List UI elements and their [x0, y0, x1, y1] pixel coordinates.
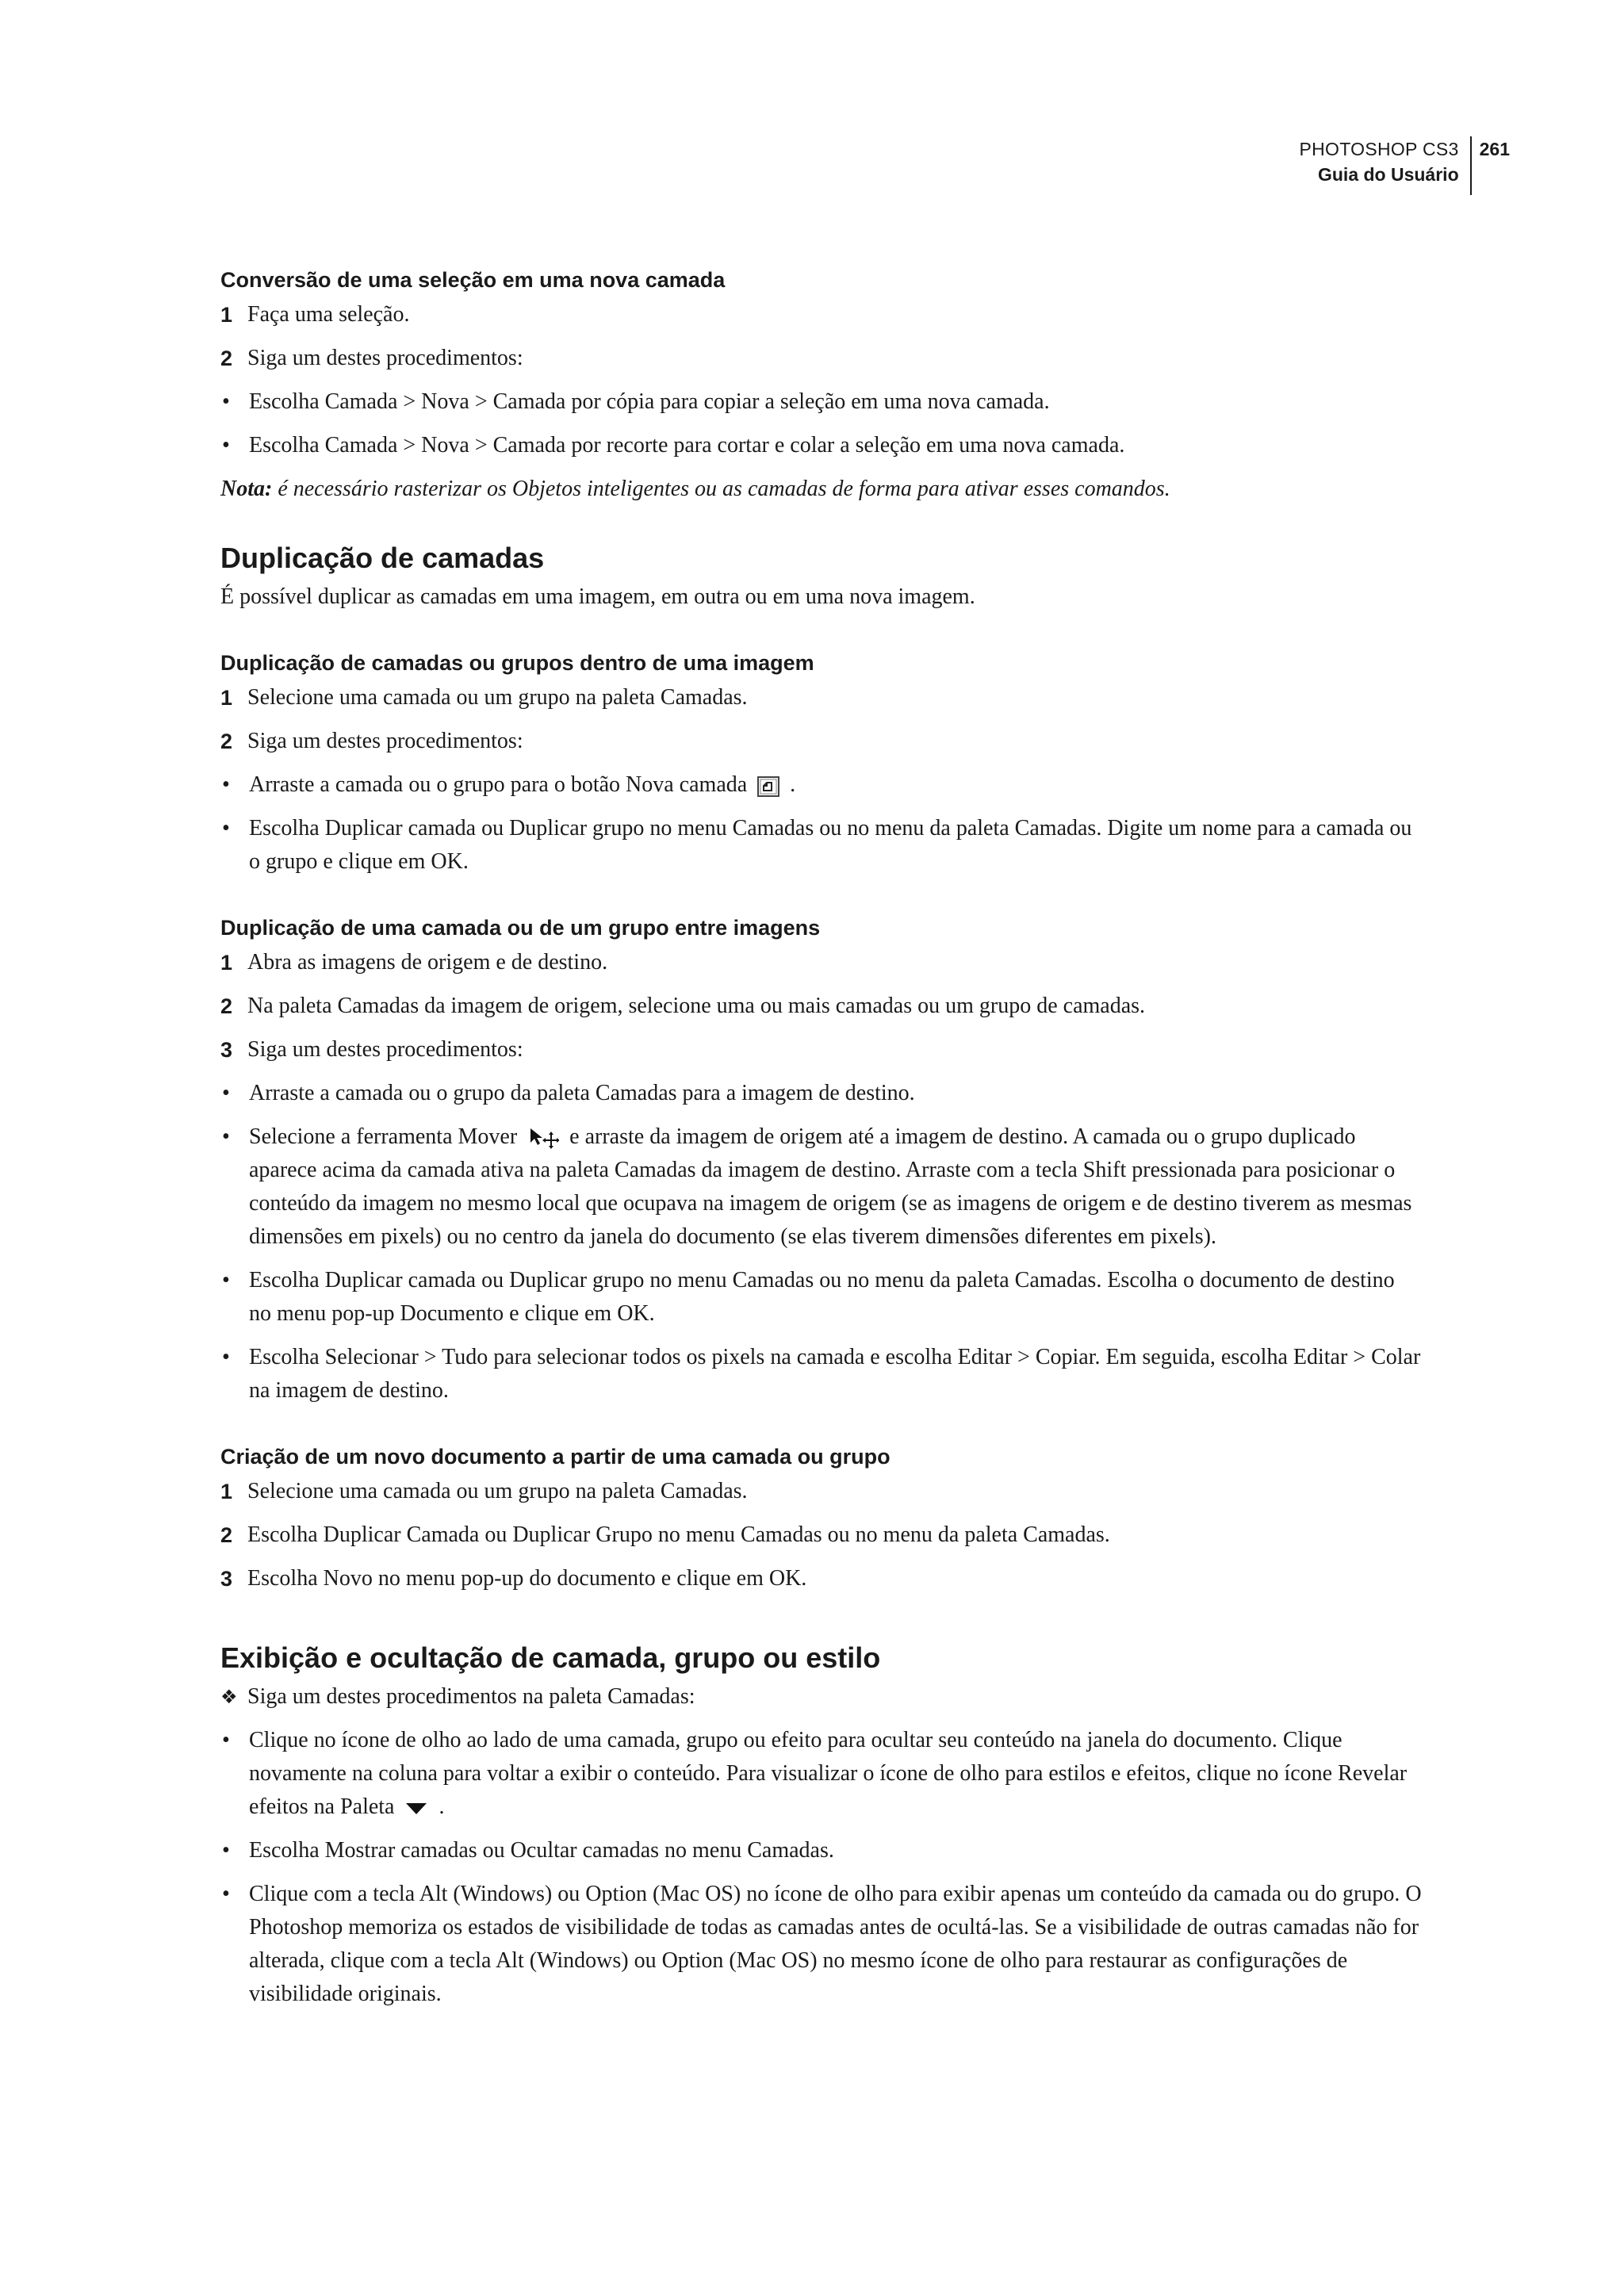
step-number: 2 [220, 347, 233, 370]
bullet-text [249, 768, 795, 802]
bullet-mark: • [222, 1124, 230, 1149]
step-number: 1 [220, 1480, 233, 1503]
note-label: Nota: [220, 477, 273, 501]
section-title-convert-selection: Conversão de uma seleção em uma nova camada [220, 268, 726, 292]
bullet-mark: • [222, 1838, 230, 1863]
step-text: Abra as imagens de origem e de destino. [247, 950, 608, 975]
bullet-mark: • [222, 433, 230, 458]
bullet-text: Arraste a camada ou o grupo da paleta Camadas para a imagem de destino. [249, 1081, 915, 1105]
step-number: 2 [220, 994, 233, 1018]
bullet-text: Escolha Mostrar camadas ou Ocultar camadas no menu Camadas. [249, 1838, 834, 1863]
bullet-item [220, 1834, 1422, 1867]
page-header [1299, 136, 1510, 195]
step-number: 1 [220, 951, 233, 975]
bullet-text-start: Selecione a ferramenta Mover [249, 1124, 518, 1149]
bullet-text: Escolha Selecionar > Tudo para selecionar todos os pixels na camada e escolha Editar > Copiar. Em seguida, escolha Editar > Colar na imagem de destino. [249, 1345, 1421, 1403]
step [220, 1033, 1422, 1067]
bullet-item [220, 1724, 1422, 1824]
step-text: Escolha Novo no menu pop-up do documento e clique em OK. [247, 1566, 807, 1591]
bullet-text: Escolha Camada > Nova > Camada por cópia para copiar a seleção em uma nova camada. [249, 389, 1050, 414]
bullet-text-end: . [790, 772, 796, 797]
page-number: 261 [1479, 139, 1510, 159]
step-number: 2 [220, 730, 233, 753]
step-text: Faça uma seleção. [247, 302, 410, 327]
subsection-title-duplicate-within-image: Duplicação de camadas ou grupos dentro de uma imagem [220, 651, 814, 675]
bullet-mark: • [222, 1081, 230, 1105]
step-text: Siga um destes procedimentos: [247, 1037, 523, 1062]
bullet-text-end: . [439, 1794, 445, 1819]
bullet-mark: • [222, 816, 230, 841]
bullet-mark: • [222, 1882, 230, 1906]
bullet-mark: • [222, 389, 230, 414]
procedure-lead [220, 1680, 1422, 1714]
bullet-text-start: Arraste a camada ou o grupo para o botão Nova camada [249, 772, 748, 797]
move-tool-icon [527, 1127, 559, 1151]
step-text: Selecione uma camada ou um grupo na paleta Camadas. [247, 1479, 748, 1503]
new-layer-icon [757, 776, 779, 797]
bullet-item [220, 1120, 1422, 1254]
bullet-mark: • [222, 1728, 230, 1752]
procedure-lead-text: Siga um destes procedimentos na paleta Camadas: [247, 1684, 695, 1709]
header-text [1299, 136, 1469, 195]
section-heading-show-hide: Exibição e ocultação de camada, grupo ou estilo [220, 1641, 881, 1674]
step-text: Siga um destes procedimentos: [247, 346, 523, 370]
bullet-text-end: e arraste da imagem de origem até a imagem de destino. A camada ou o grupo duplicado aparece acima da camada ativa na paleta Camadas da imagem de destino. Arraste com a tecla Shift pressionada para posicionar o conteúdo da imagem no mesmo local que ocupava na imagem de origem (se as imagens de origem e de destino tiverem as mesmas dimensões em pixels) ou no centro da janela do documento (se elas tiverem dimensões diferentes em pixels). [249, 1124, 1412, 1249]
step [220, 1518, 1422, 1552]
bullet-item [220, 1341, 1422, 1407]
step [220, 1562, 1422, 1595]
bullet-mark: • [222, 772, 230, 797]
step [220, 990, 1422, 1023]
step-number: 3 [220, 1038, 233, 1062]
bullet-item [220, 429, 1422, 462]
step [220, 681, 1422, 714]
bullet-text [249, 1120, 1422, 1254]
step-number: 2 [220, 1523, 233, 1547]
bullet-text: Escolha Duplicar camada ou Duplicar grupo no menu Camadas ou no menu da paleta Camadas. Digite um nome para a camada ou o grupo e clique em OK. [249, 816, 1412, 874]
step-number: 1 [220, 686, 233, 710]
bullet-text: Clique com a tecla Alt (Windows) ou Option (Mac OS) no ícone de olho para exibir apenas um conteúdo da camada ou do grupo. O Photoshop memoriza os estados de visibilidade de todas as camadas antes de ocultá-las. Se a visibilidade de outras camadas não for alterada, clique com a tecla Alt (Windows) ou Option (Mac OS) no mesmo ícone de olho para restaurar as configurações de visibilidade originais. [249, 1882, 1422, 2006]
diamond-bullet-icon: ❖ [220, 1686, 238, 1708]
bullet-text [249, 1724, 1422, 1824]
step-number: 1 [220, 303, 233, 327]
step-text: Siga um destes procedimentos: [247, 729, 523, 753]
header-product: PHOTOSHOP CS3 [1299, 139, 1459, 159]
bullet-item [220, 1077, 1422, 1110]
step-text: Escolha Duplicar Camada ou Duplicar Grupo no menu Camadas ou no menu da paleta Camadas. [247, 1522, 1110, 1547]
section-heading-duplicate-layers: Duplicação de camadas [220, 542, 545, 574]
subsection-title-new-document: Criação de um novo documento a partir de uma camada ou grupo [220, 1445, 891, 1469]
step [220, 1475, 1422, 1508]
bullet-item [220, 768, 1422, 802]
step-text: Selecione uma camada ou um grupo na paleta Camadas. [247, 685, 748, 710]
bullet-mark: • [222, 1268, 230, 1293]
step [220, 298, 1422, 331]
note-text: é necessário rasterizar os Objetos inteligentes ou as camadas de forma para ativar esses comandos. [278, 477, 1170, 501]
step [220, 342, 1422, 375]
bullet-text-start: Clique no ícone de olho ao lado de uma camada, grupo ou efeito para ocultar seu conteúdo na janela do documento. Clique novamente na coluna para voltar a exibir o conteúdo. Para visualizar o ícone de olho para estilos e efeitos, clique no ícone Revelar efeitos na Paleta [249, 1728, 1408, 1819]
step-number: 3 [220, 1567, 233, 1591]
step [220, 946, 1422, 979]
bullet-item [220, 1878, 1422, 2011]
header-guide: Guia do Usuário [1317, 164, 1459, 185]
bullet-item [220, 385, 1422, 419]
bullet-item [220, 1264, 1422, 1331]
note [220, 473, 1422, 506]
reveal-effects-triangle-icon [404, 1801, 428, 1817]
bullet-text: Escolha Duplicar camada ou Duplicar grupo no menu Camadas ou no menu da paleta Camadas. Escolha o documento de destino no menu pop-up Documento e clique em OK. [249, 1268, 1395, 1326]
bullet-mark: • [222, 1345, 230, 1369]
page-content [220, 266, 1422, 2021]
step [220, 725, 1422, 758]
bullet-text: Escolha Camada > Nova > Camada por recorte para cortar e colar a seleção em uma nova camada. [249, 433, 1125, 458]
subsection-title-duplicate-between-images: Duplicação de uma camada ou de um grupo entre imagens [220, 916, 821, 940]
step-text: Na paleta Camadas da imagem de origem, selecione uma ou mais camadas ou um grupo de camadas. [247, 994, 1146, 1018]
section-intro: É possível duplicar as camadas em uma imagem, em outra ou em uma nova imagem. [220, 584, 975, 609]
bullet-item [220, 812, 1422, 879]
